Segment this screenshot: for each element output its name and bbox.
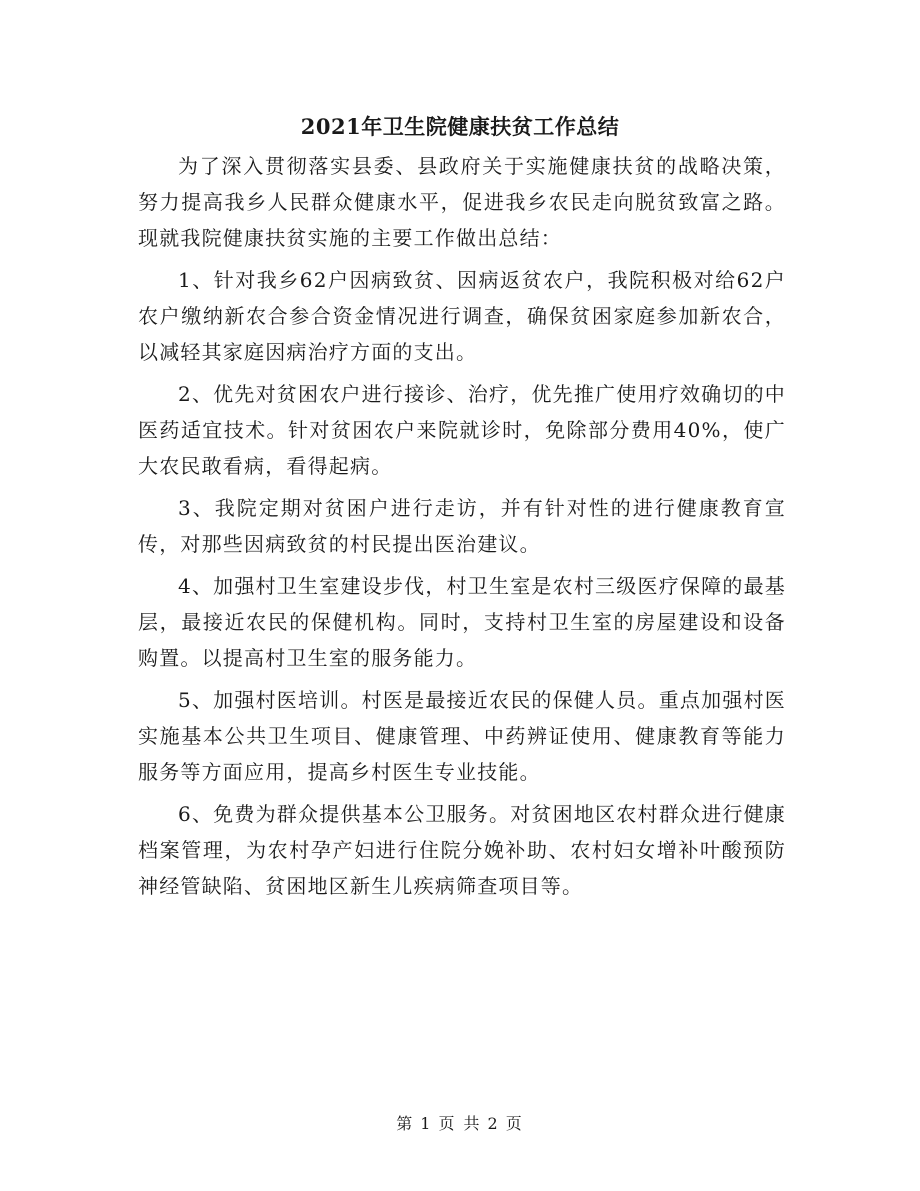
paragraph-item-1: 1、针对我乡62户因病致贫、因病返贫农户，我院积极对给62户农户缴纳新农合参合资金情况进行调查，确保贫困家庭参加新农合，以减轻其家庭因病治疗方面的支出。 bbox=[138, 268, 786, 364]
footer-total-pages: 2 bbox=[487, 1114, 500, 1133]
paragraph-item-5: 5、加强村医培训。村医是最接近农民的保健人员。重点加强村医实施基本公共卫生项目、健康管理、中药辨证使用、健康教育等能力服务等方面应用，提高乡村医生专业技能。 bbox=[138, 688, 786, 784]
footer-prefix: 第 bbox=[396, 1114, 415, 1133]
document-title: 2021年卫生院健康扶贫工作总结 bbox=[300, 114, 620, 139]
document-body bbox=[138, 148, 786, 910]
paragraph-item-4: 4、加强村卫生室建设步伐，村卫生室是农村三级医疗保障的最基层，最接近农民的保健机构。同时，支持村卫生室的房屋建设和设备购置。以提高村卫生室的服务能力。 bbox=[138, 574, 786, 670]
footer-middle: 页 共 bbox=[438, 1114, 482, 1133]
page-footer bbox=[0, 1112, 920, 1136]
paragraph-item-3: 3、我院定期对贫困户进行走访，并有针对性的进行健康教育宣传，对那些因病致贫的村民提出医治建议。 bbox=[138, 496, 786, 556]
paragraph-item-2: 2、优先对贫困农户进行接诊、治疗，优先推广使用疗效确切的中医药适宜技术。针对贫困农户来院就诊时，免除部分费用40%，使广大农民敢看病，看得起病。 bbox=[138, 382, 786, 478]
footer-suffix: 页 bbox=[505, 1114, 524, 1133]
paragraph-item-6: 6、免费为群众提供基本公卫服务。对贫困地区农村群众进行健康档案管理，为农村孕产妇进行住院分娩补助、农村妇女增补叶酸预防神经管缺陷、贫困地区新生儿疾病筛查项目等。 bbox=[138, 802, 786, 898]
paragraph-intro: 为了深入贯彻落实县委、县政府关于实施健康扶贫的战略决策，努力提高我乡人民群众健康水平，促进我乡农民走向脱贫致富之路。现就我院健康扶贫实施的主要工作做出总结： bbox=[138, 154, 786, 250]
footer-current-page: 1 bbox=[420, 1114, 433, 1133]
